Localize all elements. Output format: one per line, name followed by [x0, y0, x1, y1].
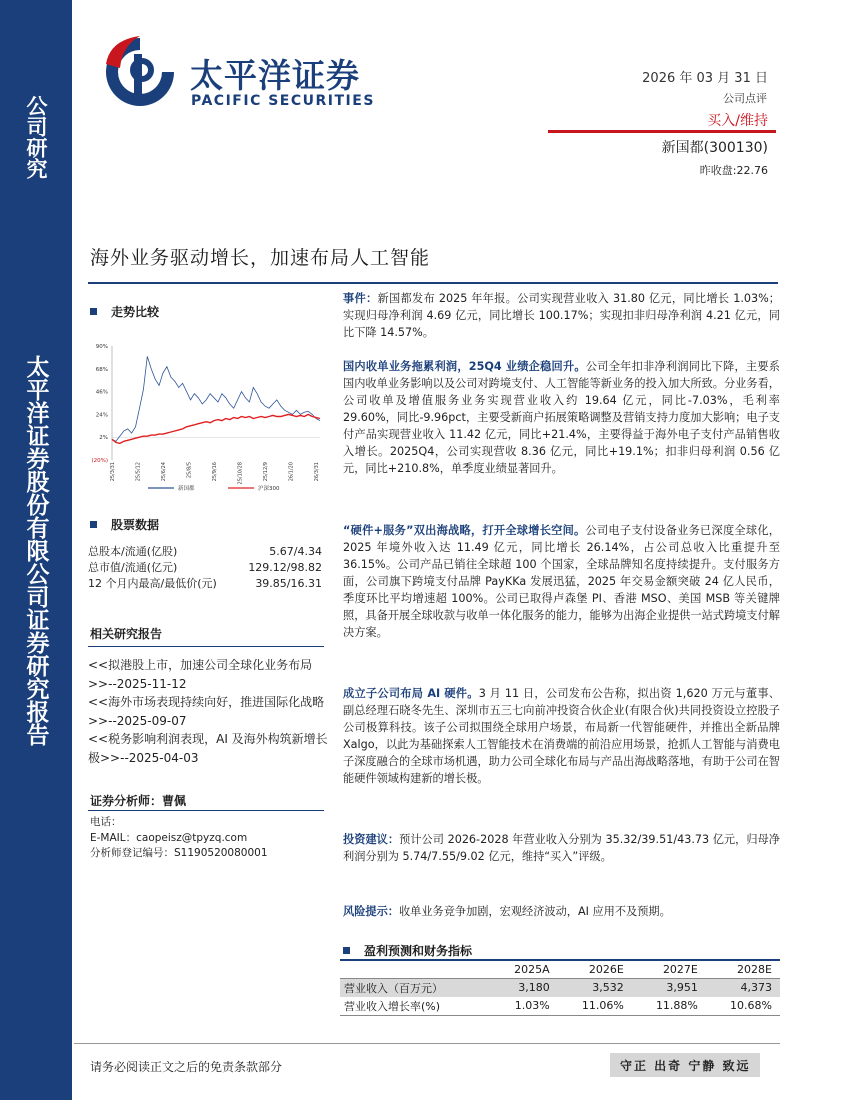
- report-date: 2026 年 03 月 31 日: [642, 71, 768, 86]
- market-data-table: [88, 544, 322, 592]
- related-report-link[interactable]: <<税务影响利润表现，AI 及海外构筑新增长极>>--2025-04-03: [88, 732, 328, 765]
- related-report-link[interactable]: <<海外市场表现持续向好，推进国际化战略>>--2025-09-07: [88, 695, 325, 728]
- market-row: 总市值/流通(亿元) 129.12/98.82: [88, 561, 322, 574]
- square-bullet-icon: [343, 947, 350, 954]
- stock-name: 新国都(300130): [661, 140, 768, 156]
- square-bullet-icon: [90, 308, 97, 315]
- trend-heading: 走势比较: [90, 303, 159, 320]
- analyst-contact: [90, 815, 268, 862]
- table-top-rule: [340, 959, 780, 961]
- related-report-link[interactable]: <<拟港股上市，加速公司全球化业务布局>>--2025-11-12: [88, 658, 313, 691]
- x-tick-label: 25/10/28: [237, 462, 244, 485]
- paragraph-ai-hardware: 成立子公司布局 AI 硬件。3 月 11 日，公司发布公告称，拟出资 1,620 万元与董事、副总经理石晓冬先生、深圳市五三七向前冲投资合伙企业(有限合伙)共同投资设立控股子公司极算科技。该子公司拟围绕全球用户场景，布局新一代智能硬件，并推出全新品牌 Xalgo，以此为基础探索人工智能技术在消费端的前沿应用场景，抢抓人工智能与消费电子深度融合的全球市场机遇，助力公司全球化布局与产品出海战略落地，有助于公司在智能硬件领域构建新的增长极。: [343, 687, 780, 785]
- table-header-row: 2025A 2026E 2027E 2028E: [340, 962, 780, 978]
- paragraph-risk: 风险提示：收单业务竞争加剧，宏观经济波动，AI 应用不及预期。: [343, 905, 671, 918]
- x-tick-label: 25/12/9: [263, 462, 269, 482]
- y-tick-label: 68%: [95, 366, 108, 373]
- y-tick-label: 24%: [95, 412, 108, 419]
- market-heading: 股票数据: [90, 516, 159, 533]
- square-bullet-icon: [90, 521, 97, 528]
- x-tick-label: 26/3/31: [314, 462, 320, 482]
- page-title: 海外业务驱动增长，加速布局人工智能: [90, 247, 431, 269]
- market-row: 总股本/流通(亿股) 5.67/4.34: [88, 545, 322, 558]
- x-tick-label: 25/6/24: [161, 462, 167, 482]
- report-type: 公司点评: [723, 92, 767, 105]
- paragraph-investment: 投资建议：预计公司 2026-2028 年营业收入分别为 35.32/39.51/43.73 亿元，归母净利润分别为 5.74/7.55/9.02 亿元，维持“买入”评级。: [343, 833, 780, 863]
- brand-name-cn: 太平洋证券: [190, 56, 360, 95]
- series-line: [112, 356, 320, 441]
- paragraph-overseas: “硬件+服务”双出海战略，打开全球增长空间。公司电子支付设备业务已深度全球化，2025 年境外收入达 11.49 亿元，同比增长 26.14%，占公司总收入比重提升至 36.15%。公司产品已销往全球超 100 个国家，全球品牌知名度持续提升。支付服务方面，公司旗下跨境支付品牌 PayKKa 发展迅猛，2025 年交易金额突破 24 亿人民币，季度环比平均增速超 100%。公司已取得卢森堡 PI、香港 MSO、美国 MSB 等关键牌照，具备开展全球收款与收单一体化服务的能力，能够为出海企业提供一站式跨境支付解决方案。: [343, 524, 780, 639]
- rating: 买入/维持: [707, 113, 768, 129]
- related-reports-heading: 相关研究报告: [90, 627, 163, 641]
- related-divider: [88, 646, 324, 647]
- analyst-email[interactable]: E-MAIL：caopeisz@tpyzq.com: [90, 831, 248, 844]
- table-row: 营业收入增长率(%) 1.03% 11.06% 11.88% 10.68%: [340, 997, 780, 1016]
- sidebar-section-label: 公司研究: [24, 95, 49, 179]
- financial-table: [340, 962, 780, 1016]
- legend-label: 新国都: [178, 486, 195, 492]
- slogan: 守正 出奇 宁静 致远: [620, 1059, 751, 1073]
- title-divider: [88, 282, 778, 284]
- sidebar-company-label: 太平洋证券股份有限公司证券研究报告: [22, 355, 50, 746]
- legend-label: 沪深300: [258, 486, 280, 492]
- header-divider: [548, 130, 776, 133]
- series-line: [112, 414, 320, 443]
- financial-table-heading: 盈利预测和财务指标: [343, 942, 472, 959]
- y-tick-label: 90%: [95, 344, 108, 350]
- paragraph-event: 事件：新国都发布 2025 年年报。公司实现营业收入 31.80 亿元，同比增长 1.03%；实现归母净利润 4.69 亿元，同比增长 100.17%；实现扣非归母净利润 4.21 亿元，同比下降 14.57%。: [343, 292, 780, 339]
- paragraph-domestic: 国内收单业务拖累利润，25Q4 业绩企稳回升。公司全年扣非净利润同比下降，主要系国内收单业务影响以及公司对跨境支付、人工智能等新业务的投入加大所致。分业务看，公司收单及增值服务业务实现营业收入约 19.64 亿元，同比-7.03%，毛利率 29.60%，同比-9.96pct，主要受新商户拓展策略调整及营销支持力度加大影响；电子支付产品实现营业收入 11.42 亿元，同比+21.4%，主要得益于海外电子支付产品销售收入增长。2025Q4，公司实现营收 8.36 亿元，同比+19.1%；扣非归母利润 0.56 亿元，同比+210.8%，单季度业绩显著回升。: [343, 360, 780, 475]
- close-price: 昨收盘:22.76: [699, 164, 768, 177]
- y-tick-label: 2%: [99, 435, 108, 442]
- x-tick-label: 25/8/5: [186, 462, 193, 479]
- x-tick-label: 25/5/12: [135, 462, 142, 482]
- disclaimer: 请务必阅读正文之后的免责条款部分: [90, 1060, 283, 1074]
- y-tick-label: (20%): [91, 458, 108, 464]
- x-tick-label: 26/1/20: [288, 462, 295, 482]
- x-tick-label: 25/9/16: [212, 462, 218, 482]
- market-row: 12 个月内最高/最低价(元) 39.85/16.31: [88, 577, 322, 590]
- pacific-securities-logo-icon: [100, 32, 180, 112]
- trend-chart: [90, 338, 330, 498]
- analyst-phone: 电话：: [90, 816, 122, 828]
- analyst-registration: 分析师登记编号：S1190520080001: [90, 847, 268, 859]
- table-row: 营业收入（百万元） 3,180 3,532 3,951 4,373: [340, 978, 780, 997]
- analyst-divider: [88, 810, 324, 811]
- x-tick-label: 25/3/31: [110, 462, 116, 482]
- brand-name-en: PACIFIC SECURITIES: [191, 93, 375, 109]
- analyst-heading: 证券分析师：曹佩: [90, 794, 187, 808]
- footer-divider: [74, 1043, 780, 1044]
- related-reports-list: [88, 656, 328, 767]
- y-tick-label: 46%: [95, 389, 108, 396]
